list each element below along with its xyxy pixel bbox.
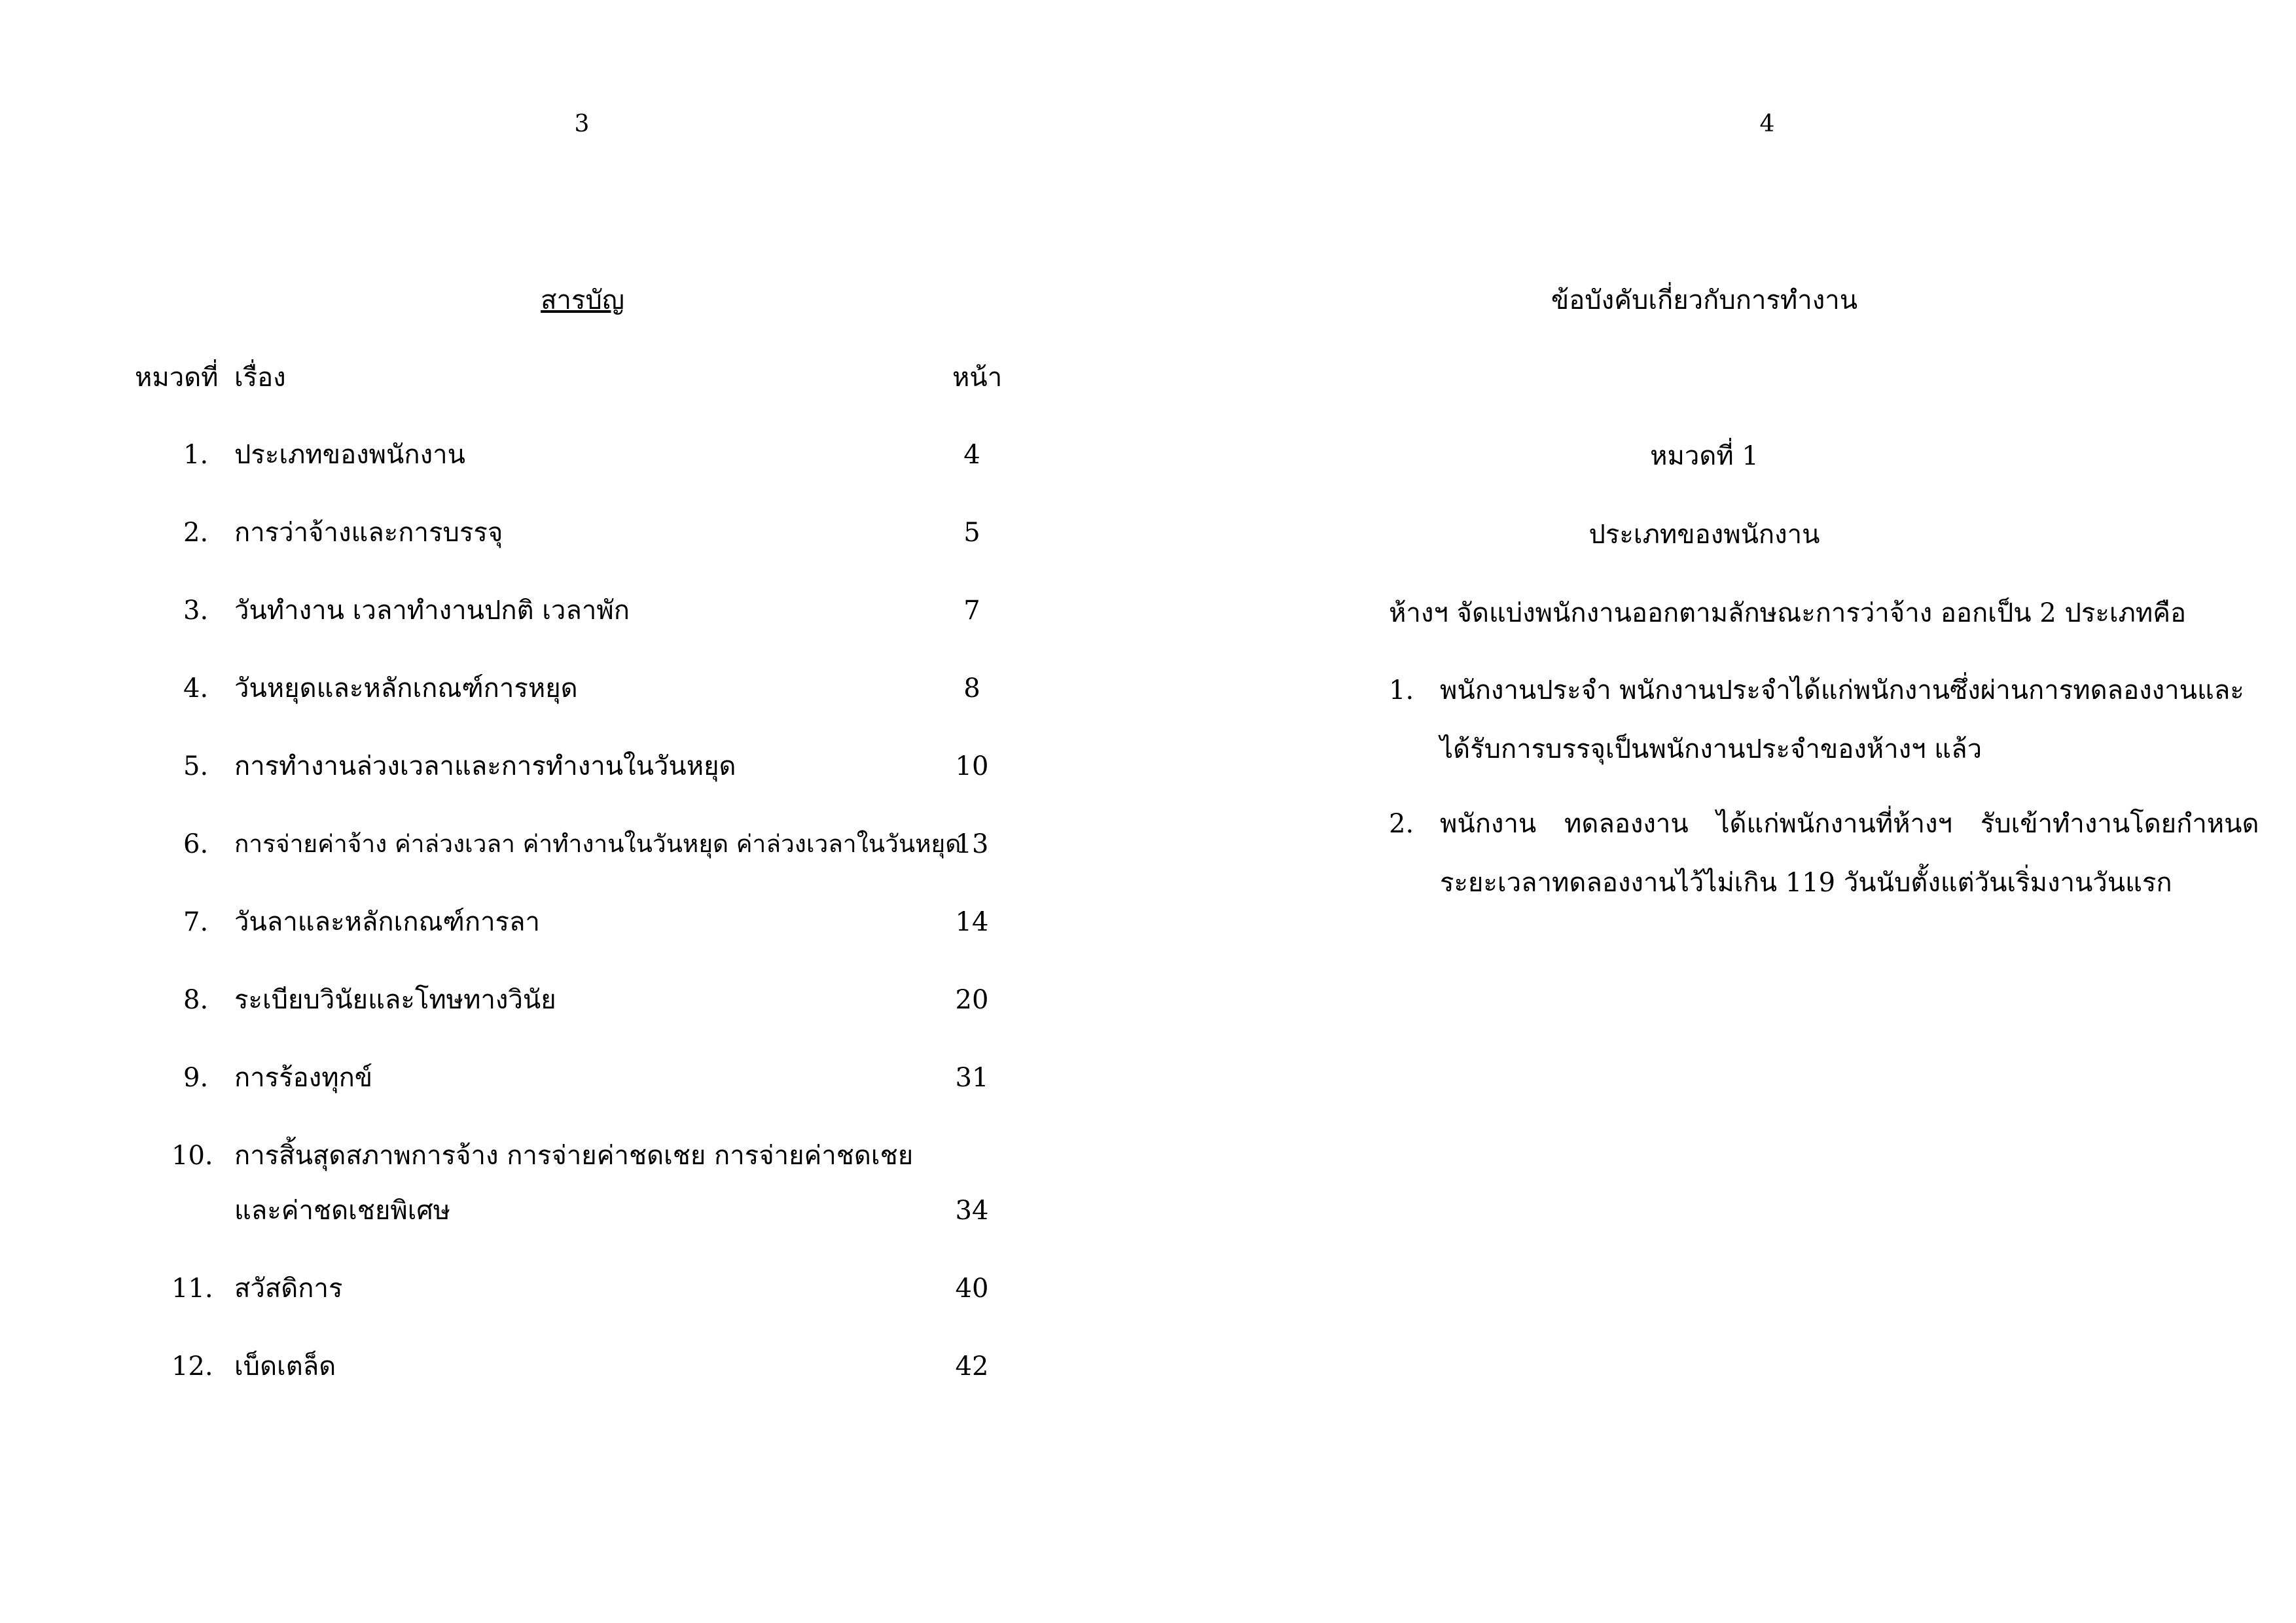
toc-entry-title: การร้องทุกข์ bbox=[234, 1063, 373, 1093]
toc-entry bbox=[0, 516, 1148, 594]
toc-entry-page: 7 bbox=[963, 596, 980, 626]
toc-entry-title-line2: และค่าชดเชยพิเศษ bbox=[234, 1196, 451, 1226]
toc-entry-number: 5. bbox=[183, 751, 209, 781]
toc-entry-page: 8 bbox=[963, 673, 980, 704]
item-line: พนักงานประจำ พนักงานประจำได้แก่พนักงานซึ่งผ่านการทดลองงานและ bbox=[1440, 675, 2244, 705]
toc-entry-page: 20 bbox=[955, 985, 989, 1015]
chapter-label: หมวดที่ 1 bbox=[1650, 441, 1759, 471]
page-number: 3 bbox=[574, 111, 590, 137]
toc-entry-page: 10 bbox=[955, 751, 989, 781]
toc-entry-number: 3. bbox=[183, 596, 209, 626]
toc-entry-title: การทำงานล่วงเวลาและการทำงานในวันหยุด bbox=[234, 751, 736, 781]
item-line: ได้รับการบรรจุเป็นพนักงานประจำของห้างฯ แล้ว bbox=[1440, 734, 1982, 764]
toc-entry-number: 8. bbox=[183, 985, 209, 1015]
toc-entry bbox=[0, 1139, 1148, 1272]
toc-entry bbox=[0, 1061, 1148, 1139]
toc-entry bbox=[0, 438, 1148, 516]
toc-entry bbox=[0, 828, 1148, 906]
toc-entry-title bbox=[234, 1139, 922, 1227]
toc-entry-number: 1. bbox=[183, 440, 209, 470]
document-title: ข้อบังคับเกี่ยวกับการทำงาน bbox=[1551, 285, 1858, 315]
toc-entry-number: 11. bbox=[171, 1274, 213, 1304]
toc-entry-title: วันหยุดและหลักเกณฑ์การหยุด bbox=[234, 673, 578, 704]
toc-entry bbox=[0, 984, 1148, 1061]
toc-entry-number: 12. bbox=[171, 1351, 213, 1382]
intro-paragraph: ห้างฯ จัดแบ่งพนักงานออกตามลักษณะการว่าจ้าง ออกเป็น 2 ประเภทคือ bbox=[1389, 598, 2187, 628]
toc-header-subject: เรื่อง bbox=[234, 363, 286, 393]
toc-entry-title-line1: การสิ้นสุดสภาพการจ้าง การจ่ายค่าชดเชย การจ่ายค่าชดเชย bbox=[234, 1141, 914, 1171]
toc-entry-page: 4 bbox=[963, 440, 980, 470]
toc-entry-number: 7. bbox=[183, 907, 209, 937]
toc-list bbox=[0, 438, 1148, 1428]
toc-entry-title: การจ่ายค่าจ้าง ค่าล่วงเวลา ค่าทำงานในวันหยุด ค่าล่วงเวลาในวันหยุด bbox=[234, 830, 961, 858]
toc-entry-title: สวัสดิการ bbox=[234, 1274, 343, 1304]
toc-entry bbox=[0, 672, 1148, 750]
toc-entry-number: 10. bbox=[171, 1141, 213, 1171]
item-line: ระยะเวลาทดลองงานไว้ไม่เกิน 119 วันนับตั้งแต่วันเริ่มงานวันแรก bbox=[1440, 868, 2172, 898]
toc-entry bbox=[0, 1350, 1148, 1428]
toc-entry-number: 9. bbox=[183, 1063, 209, 1093]
toc-entry-title: ประเภทของพนักงาน bbox=[234, 440, 465, 470]
toc-entry bbox=[0, 906, 1148, 984]
toc-entry-page: 40 bbox=[955, 1274, 989, 1304]
chapter-title: ประเภทของพนักงาน bbox=[1588, 520, 1820, 550]
toc-entry-title: ระเบียบวินัยและโทษทางวินัย bbox=[234, 985, 556, 1015]
toc-header-page: หน้า bbox=[952, 363, 1003, 393]
toc-entry-number: 4. bbox=[183, 673, 209, 704]
toc-entry-page: 34 bbox=[955, 1196, 989, 1226]
toc-title: สารบัญ bbox=[541, 285, 624, 315]
item-number: 1. bbox=[1389, 675, 1414, 705]
toc-entry bbox=[0, 594, 1148, 672]
toc-entry-number: 2. bbox=[183, 518, 209, 548]
right-page bbox=[1148, 0, 2296, 1623]
toc-entry-title: วันลาและหลักเกณฑ์การลา bbox=[234, 907, 540, 937]
toc-header-chapter: หมวดที่ bbox=[135, 363, 219, 393]
toc-entry-page: 31 bbox=[955, 1063, 989, 1093]
toc-entry-title: เบ็ดเตล็ด bbox=[234, 1351, 336, 1382]
toc-entry-number: 6. bbox=[183, 829, 209, 859]
item-line: พนักงาน ทดลองงาน ได้แก่พนักงานที่ห้างฯ รับเข้าทำงานโดยกำหนด bbox=[1440, 809, 2259, 839]
toc-entry-title: การว่าจ้างและการบรรจุ bbox=[234, 518, 503, 548]
page-number: 4 bbox=[1759, 111, 1775, 137]
toc-entry-page: 13 bbox=[955, 829, 989, 859]
toc-entry-page: 14 bbox=[955, 907, 989, 937]
toc-entry bbox=[0, 1272, 1148, 1350]
item-number: 2. bbox=[1389, 809, 1414, 839]
toc-entry bbox=[0, 750, 1148, 828]
toc-entry-title: วันทำงาน เวลาทำงานปกติ เวลาพัก bbox=[234, 596, 630, 626]
toc-entry-page: 42 bbox=[955, 1351, 989, 1382]
toc-entry-page: 5 bbox=[963, 518, 980, 548]
